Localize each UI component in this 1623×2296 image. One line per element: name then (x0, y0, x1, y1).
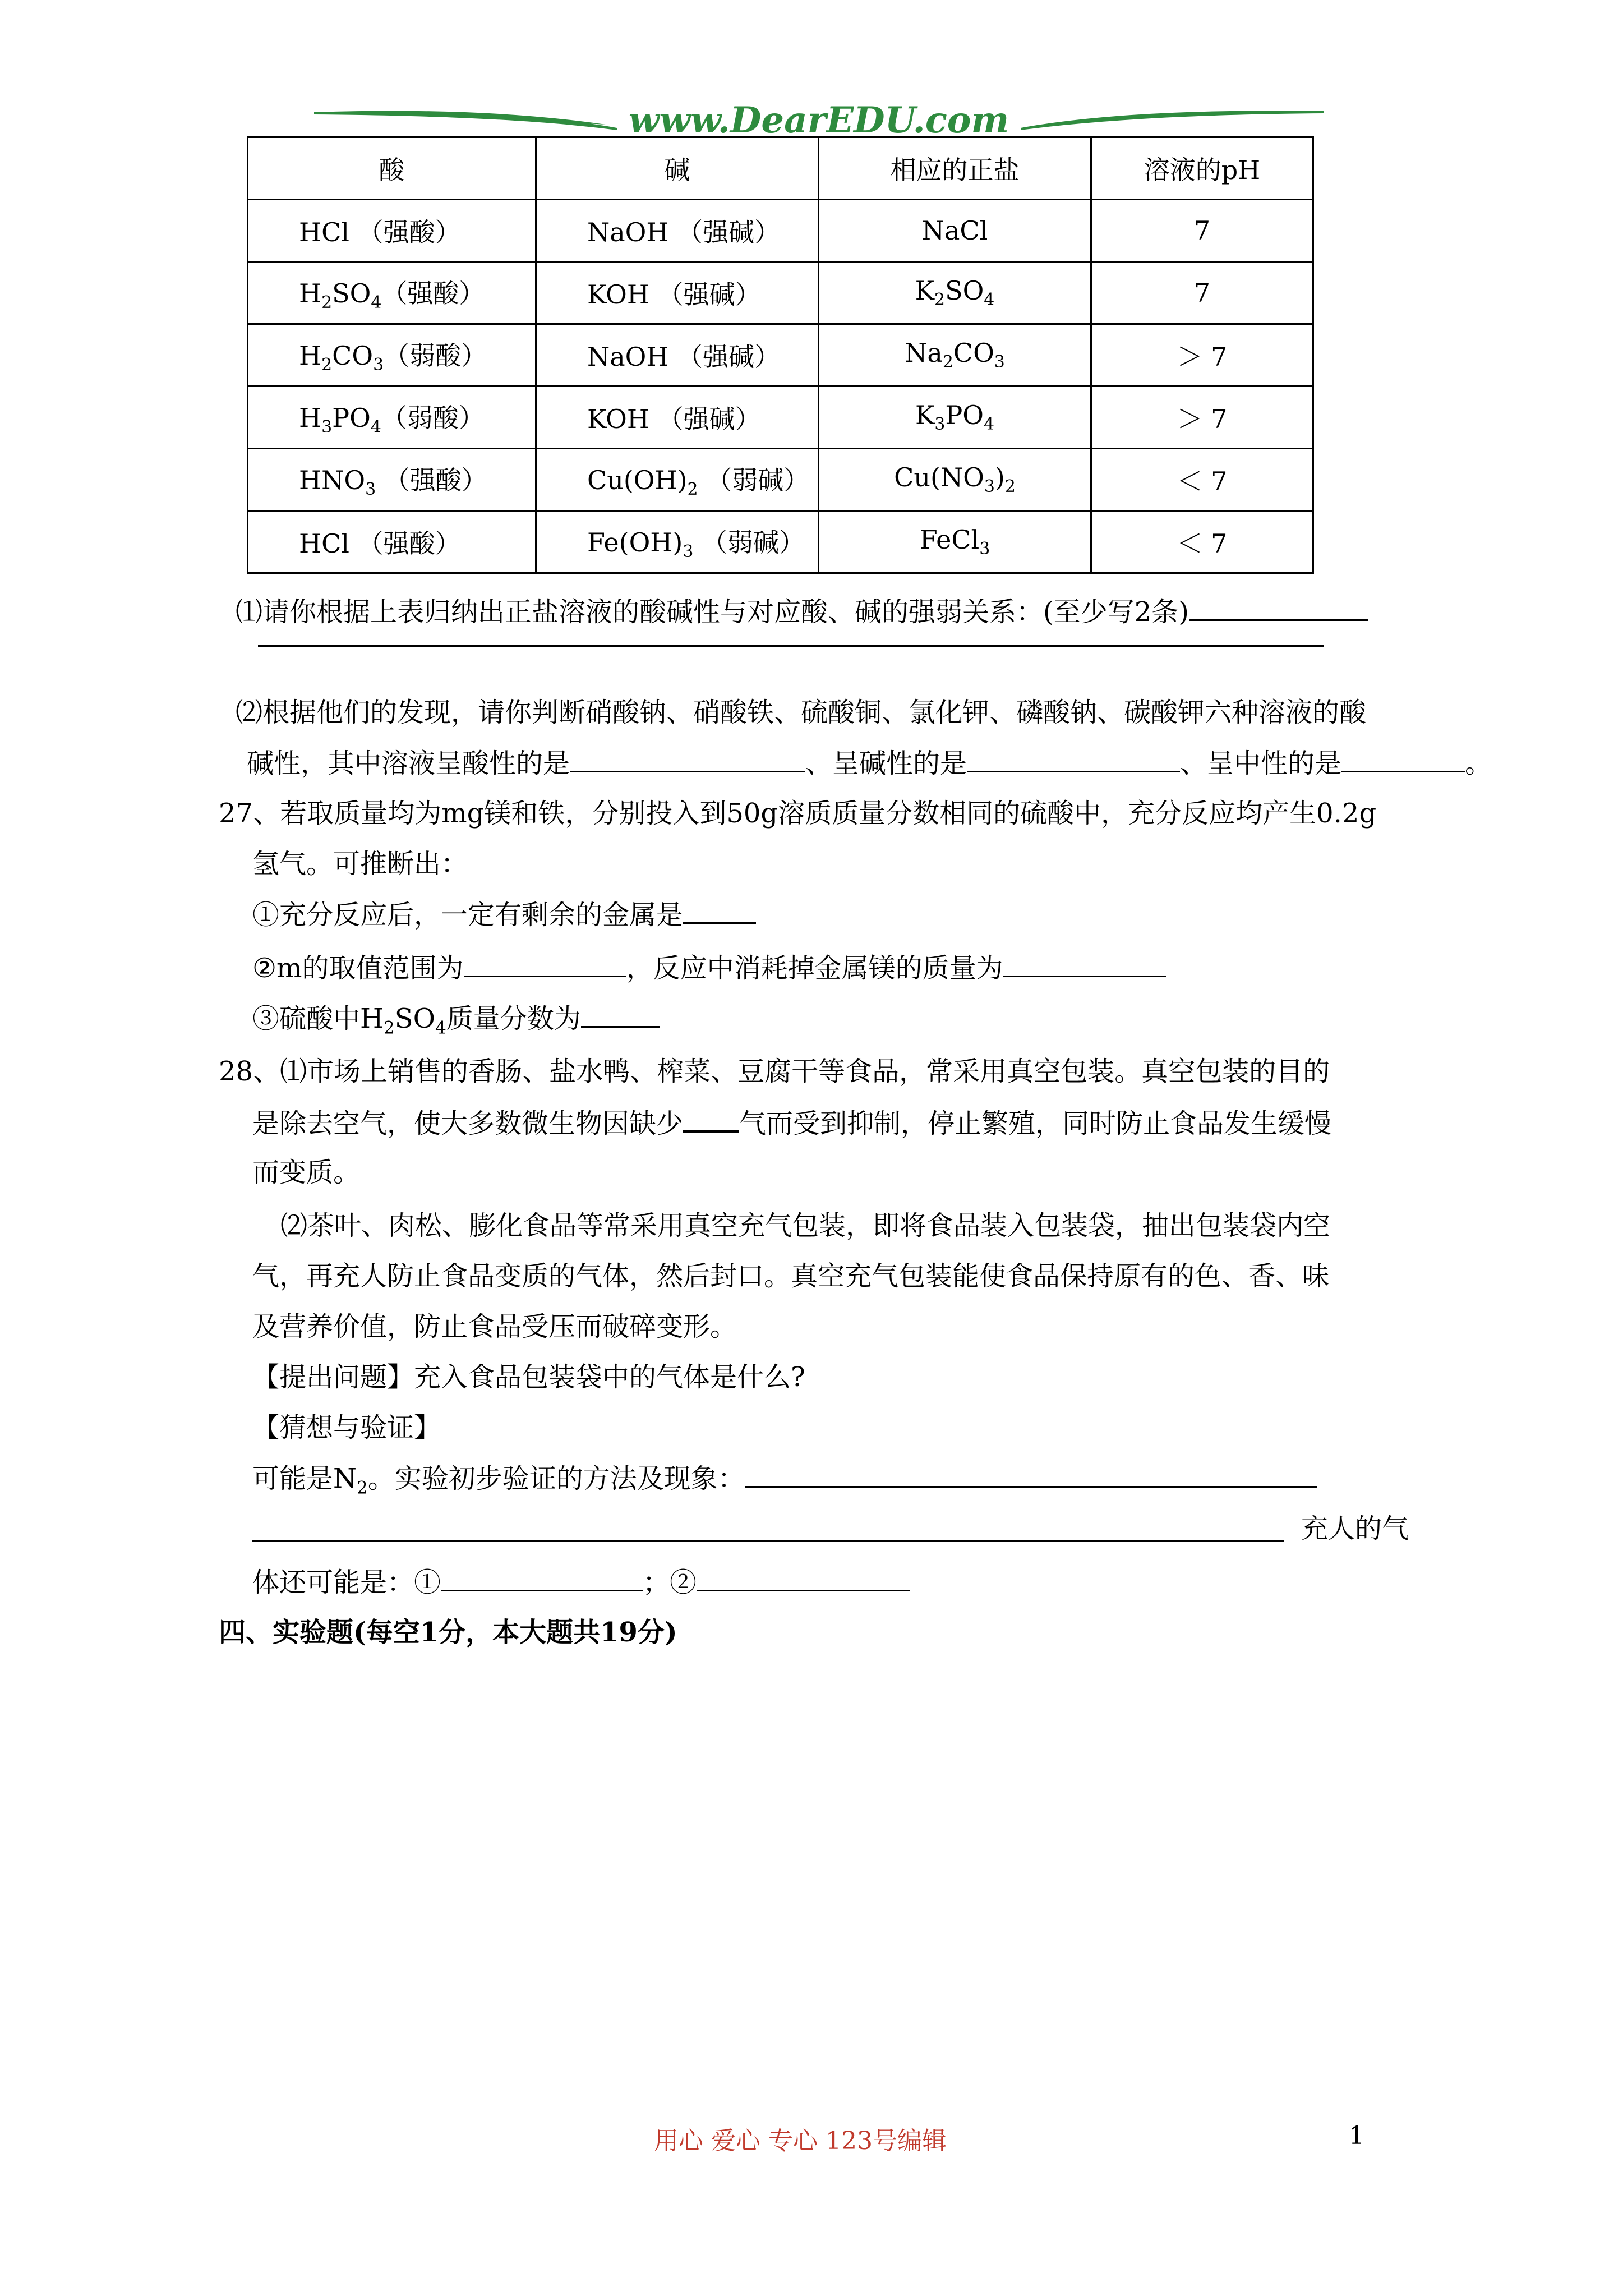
q28-question-heading: 【提出问题】充入食品包装袋中的气体是什么? (252, 1361, 805, 1393)
cell-acid: HCl （强酸） (248, 511, 536, 573)
answer-blank[interactable] (1189, 595, 1368, 621)
answer-blank[interactable] (683, 1105, 739, 1133)
q27-line2: 氢气。可推断出： (252, 848, 468, 880)
footer (0, 2120, 1623, 2156)
q28-line9 (252, 1461, 1317, 1505)
cell-base: $Cu(OH)_2$ （弱碱） (536, 449, 819, 511)
neutral-answer-blank[interactable] (1341, 746, 1465, 772)
range-answer-blank[interactable] (464, 951, 626, 977)
cell-base: $Fe(OH)_3$ （弱碱） (536, 511, 819, 573)
table-row (248, 449, 1313, 511)
cell-salt: $Cu(NO_3)_2$ (819, 449, 1091, 511)
q27-item2-range-label: ②m的取值范围为 (252, 953, 464, 984)
cell-ph: 7 (1091, 200, 1313, 262)
q28-line11-text-b: ；② (643, 1567, 697, 1598)
cell-ph: 7 (1091, 262, 1313, 324)
q28-line11 (252, 1565, 910, 1599)
cell-acid: $HNO_3$ （强酸） (248, 449, 536, 511)
logo-text: www.DearEDU.com (628, 99, 1009, 141)
h2so4-formula: $H_2SO_4$ (360, 1003, 446, 1038)
q28-line2 (252, 1105, 1331, 1140)
q27-item2-mass-label: ，反应中消耗掉金属镁的质量为 (626, 953, 1003, 984)
table-row (248, 262, 1313, 324)
cell-base: KOH （强碱） (536, 262, 819, 324)
cell-salt: FeCl$_3$ (819, 511, 1091, 573)
q28-line10-end: 充人的气 (1301, 1513, 1409, 1544)
answer-line[interactable] (252, 1540, 1284, 1542)
table-row (248, 200, 1313, 262)
q27-item1-text: ①充分反应后，一定有剩余的金属是 (252, 899, 684, 931)
q28-line6: 及营养价值，防止食品受压而破碎变形。 (252, 1311, 737, 1342)
q27-line1: 27、若取质量均为mg镁和铁，分别投入到50g溶质质量分数相同的硫酸中，充分反应均产生0.2g (219, 798, 1377, 829)
cell-base: KOH （强碱） (536, 386, 819, 449)
header-acid: 酸 (248, 137, 536, 200)
q28-line5: 气，再充人防止食品变质的气体，然后封口。真空充气包装能使食品保持原有的色、香、味 (252, 1260, 1330, 1292)
cell-ph: ＜ 7 (1091, 449, 1313, 511)
q27-item3-text-b: 质量分数为 (446, 1003, 581, 1034)
q26-part2-line1: ⑵根据他们的发现，请你判断硝酸钠、硝酸铁、硫酸铜、氯化钾、磷酸钠、碳酸钾六种溶液的酸 (236, 697, 1367, 728)
q28-line3: 而变质。 (252, 1157, 361, 1188)
basic-answer-blank[interactable] (967, 746, 1180, 772)
cell-base: NaOH （强碱） (536, 324, 819, 386)
q28-line2-text-b: 气而受到抑制，停止繁殖，同时防止食品发生缓慢 (739, 1108, 1332, 1139)
answer-blank-1[interactable] (441, 1565, 643, 1591)
cell-salt: $K_3PO_4$ (819, 386, 1091, 449)
cell-ph: ＞ 7 (1091, 324, 1313, 386)
answer-blank[interactable] (581, 1001, 660, 1028)
table-row (248, 386, 1313, 449)
acid-base-salt-table (247, 136, 1314, 574)
cell-acid: $H_2CO_3$（弱酸） (248, 324, 536, 386)
period: 。 (1465, 748, 1492, 779)
table-row (248, 324, 1313, 386)
q27-item3 (252, 1001, 660, 1045)
answer-line[interactable] (258, 645, 1324, 647)
cell-ph: ＜ 7 (1091, 511, 1313, 573)
answer-blank[interactable] (683, 898, 756, 924)
cell-base: NaOH （强碱） (536, 200, 819, 262)
header-salt: 相应的正盐 (819, 137, 1091, 200)
cell-salt: $Na_2CO_3$ (819, 324, 1091, 386)
q26-part2-basic-label: 、呈碱性的是 (805, 748, 967, 779)
page-number: 1 (1349, 2122, 1364, 2150)
q28-line11-text-a: 体还可能是：① (252, 1567, 441, 1598)
cell-acid: $H_2SO_4$（强酸） (248, 262, 536, 324)
q27-item2 (252, 951, 1166, 985)
q26-part2-line2 (247, 746, 1492, 780)
q28-line1: 28、⑴市场上销售的香肠、盐水鸭、榨菜、豆腐干等食品，常采用真空包装。真空包装的目的 (219, 1056, 1330, 1087)
q27-item1 (252, 898, 756, 932)
section4-title (219, 1616, 677, 1649)
q28-line9-text: 可能是$N_2$。实验初步验证的方法及现象： (252, 1463, 745, 1498)
q28-line4: ⑵茶叶、肉松、膨化食品等常采用真空充气包装，即将食品装入包装袋，抽出包装袋内空 (280, 1210, 1331, 1241)
section4-title-text: 四、实验题(每空1分，本大题共19分) (219, 1617, 677, 1648)
table-row (248, 511, 1313, 573)
answer-blank-2[interactable] (697, 1565, 910, 1591)
table-header-row (248, 137, 1313, 200)
acidic-answer-blank[interactable] (570, 746, 805, 772)
answer-blank[interactable] (745, 1461, 1317, 1488)
q26-part1 (236, 595, 1368, 629)
header-base: 碱 (536, 137, 819, 200)
footer-text: 用心 爱心 专心 123号编辑 (654, 2127, 947, 2155)
cell-ph: ＞ 7 (1091, 386, 1313, 449)
mass-answer-blank[interactable] (1003, 951, 1166, 977)
q28-line2-text-a: 是除去空气，使大多数微生物因缺少 (252, 1108, 684, 1139)
cell-salt: $K_2SO_4$ (819, 262, 1091, 324)
q26-part2-acidic-label: 碱性，其中溶液呈酸性的是 (247, 748, 570, 779)
q27-item3-text: ③硫酸中 (252, 1003, 361, 1034)
cell-acid: HCl （强酸） (248, 200, 536, 262)
q26-part1-text: ⑴请你根据上表归纳出正盐溶液的酸碱性与对应酸、碱的强弱关系：(至少写2条) (236, 596, 1189, 628)
q26-part2-neutral-label: 、呈中性的是 (1180, 748, 1342, 779)
cell-acid: $H_3PO_4$（弱酸） (248, 386, 536, 449)
cell-salt: NaCl (819, 200, 1091, 262)
q28-hypothesis-heading: 【猜想与验证】 (252, 1412, 441, 1443)
header-ph: 溶液的pH (1091, 137, 1313, 200)
